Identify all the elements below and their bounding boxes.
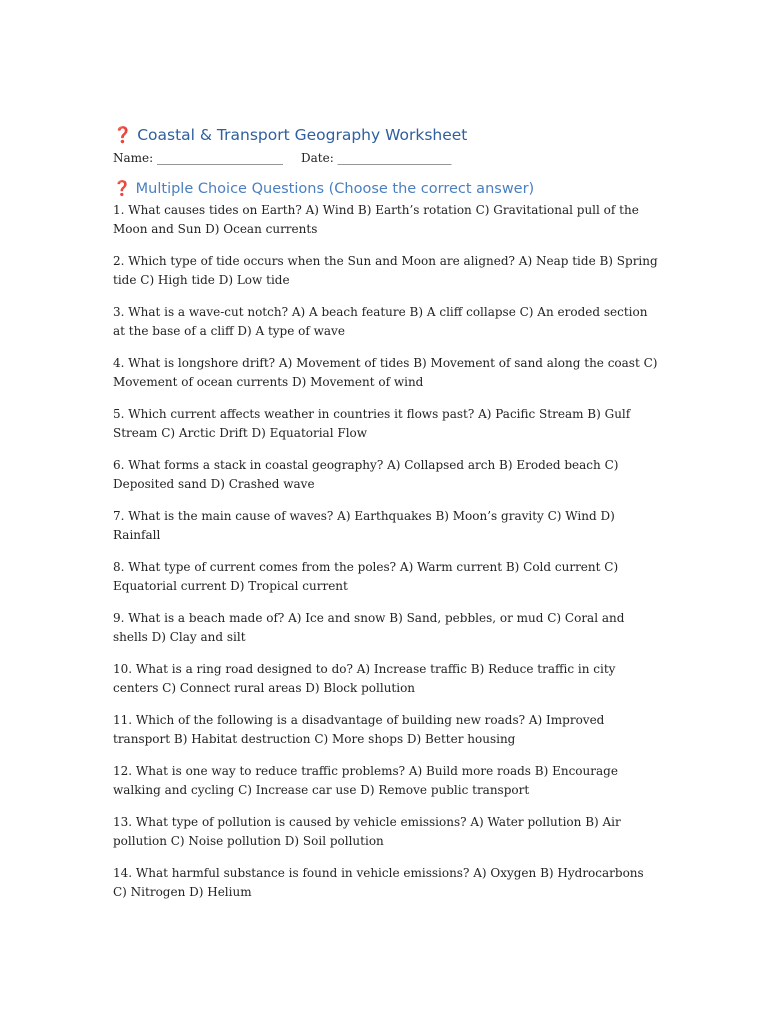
question-item: 5. Which current affects weather in countries it flows past? A) Pacific Stream B) Gulf Stream C) Arctic Drift D) Equatorial Flow	[113, 407, 631, 440]
question-item: 3. What is a wave-cut notch? A) A beach feature B) A cliff collapse C) An eroded section at the base of a cliff D) A type of wave	[113, 305, 648, 338]
question-item: 4. What is longshore drift? A) Movement of tides B) Movement of sand along the coast C) Movement of ocean currents D) Movement of wind	[113, 356, 658, 389]
question-item: 1. What causes tides on Earth? A) Wind B) Earth’s rotation C) Gravitational pull of the Moon and Sun D) Ocean currents	[113, 203, 639, 236]
question-item: 11. Which of the following is a disadvantage of building new roads? A) Improved transport B) Habitat destruction C) More shops D) Better housing	[113, 713, 605, 746]
section-heading: ❓ Multiple Choice Questions (Choose the correct answer)	[113, 181, 535, 197]
question-item: 7. What is the main cause of waves? A) Earthquakes B) Moon’s gravity C) Wind D) Rainfall	[113, 509, 615, 542]
question-item: 9. What is a beach made of? A) Ice and snow B) Sand, pebbles, or mud C) Coral and shells D) Clay and silt	[113, 611, 625, 644]
name-field-label: Name: _____________________	[113, 151, 283, 165]
question-item: 6. What forms a stack in coastal geography? A) Collapsed arch B) Eroded beach C) Deposited sand D) Crashed wave	[113, 458, 619, 491]
question-item: 2. Which type of tide occurs when the Sun and Moon are aligned? A) Neap tide B) Spring tide C) High tide D) Low tide	[113, 254, 658, 287]
date-field-label: Date: ___________________	[301, 151, 452, 165]
worksheet-content	[113, 124, 661, 915]
question-item: 13. What type of pollution is caused by vehicle emissions? A) Water pollution B) Air pollution C) Noise pollution D) Soil pollution	[113, 815, 621, 848]
question-list	[113, 201, 661, 902]
worksheet-title: ❓ Coastal & Transport Geography Worksheet	[113, 126, 468, 144]
question-item: 14. What harmful substance is found in vehicle emissions? A) Oxygen B) Hydrocarbons C) Nitrogen D) Helium	[113, 866, 644, 899]
question-item: 8. What type of current comes from the poles? A) Warm current B) Cold current C) Equatorial current D) Tropical current	[113, 560, 619, 593]
question-item: 12. What is one way to reduce traffic problems? A) Build more roads B) Encourage walking and cycling C) Increase car use D) Remove public transport	[113, 764, 618, 797]
name-date-row	[113, 148, 661, 168]
question-item: 10. What is a ring road designed to do? A) Increase traffic B) Reduce traffic in city centers C) Connect rural areas D) Block pollution	[113, 662, 616, 695]
